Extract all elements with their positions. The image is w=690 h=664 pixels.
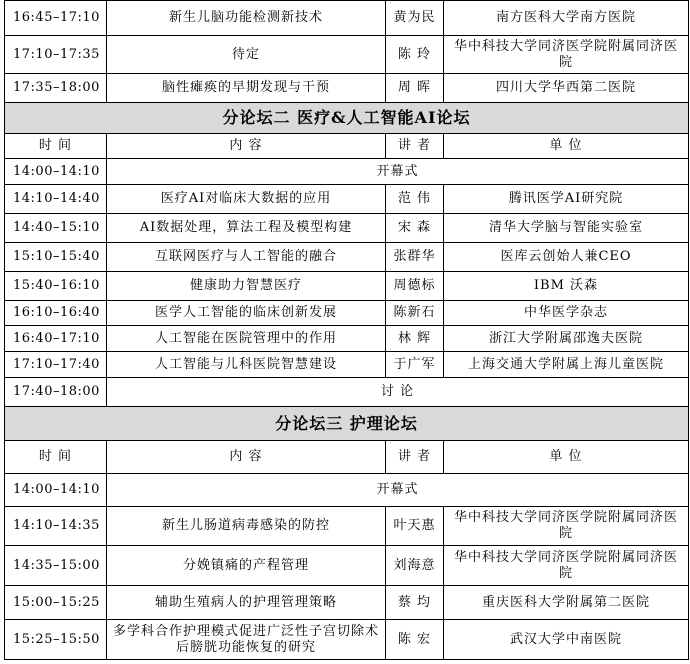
table-row [5,378,689,407]
unit-cell: 华中科技大学同济医学院附属同济医院 [444,36,689,74]
time-cell: 16:10–16:40 [5,301,107,326]
table-row [5,159,689,185]
table-row [5,474,689,507]
table-row [5,301,689,326]
header-speaker: 讲 者 [386,134,444,159]
speaker-cell: 范 伟 [386,185,444,214]
column-header-row [5,134,689,159]
table-row [5,1,689,36]
speaker-cell: 张群华 [386,243,444,272]
speaker-cell: 陈 玲 [386,36,444,74]
table-row [5,507,689,546]
content-cell: 脑性瘫痪的早期发现与干预 [107,74,386,103]
speaker-cell: 陈 宏 [386,620,444,660]
time-cell: 14:10–14:35 [5,507,107,546]
time-cell: 17:40–18:00 [5,378,107,407]
table-row [5,74,689,103]
time-cell: 14:40–15:10 [5,214,107,243]
unit-cell: 上海交通大学附属上海儿童医院 [444,352,689,378]
speaker-cell: 蔡 均 [386,586,444,620]
content-cell: 健康助力智慧医疗 [107,272,386,301]
content-cell: 新生儿肠道病毒感染的防控 [107,507,386,546]
speaker-cell: 宋 森 [386,214,444,243]
table-row [5,546,689,586]
time-cell: 15:25–15:50 [5,620,107,660]
table-row [5,620,689,660]
unit-cell: 医库云创始人兼CEO [444,243,689,272]
time-cell: 14:35–15:00 [5,546,107,586]
table-row [5,36,689,74]
forum3-title: 分论坛三 护理论坛 [5,407,689,441]
speaker-cell: 林 辉 [386,326,444,352]
unit-cell: 华中科技大学同济医学院附属同济医院 [444,507,689,546]
unit-cell: 浙江大学附属邵逸夫医院 [444,326,689,352]
header-time: 时 间 [5,441,107,474]
opening-label: 开幕式 [107,474,689,507]
time-cell: 17:10–17:35 [5,36,107,74]
unit-cell: 四川大学华西第二医院 [444,74,689,103]
unit-cell: 南方医科大学南方医院 [444,1,689,36]
time-cell: 17:10–17:40 [5,352,107,378]
table-row [5,586,689,620]
header-unit: 单 位 [444,134,689,159]
table-row [5,272,689,301]
content-cell: 互联网医疗与人工智能的融合 [107,243,386,272]
content-cell: 新生儿脑功能检测新技术 [107,1,386,36]
time-cell: 15:40–16:10 [5,272,107,301]
table-row [5,185,689,214]
content-cell: 分娩镇痛的产程管理 [107,546,386,586]
unit-cell: 腾讯医学AI研究院 [444,185,689,214]
unit-cell: 中华医学杂志 [444,301,689,326]
speaker-cell: 周 晖 [386,74,444,103]
time-cell: 16:40–17:10 [5,326,107,352]
section-header-row [5,103,689,134]
speaker-cell: 于广军 [386,352,444,378]
table-row [5,326,689,352]
content-cell: 人工智能在医院管理中的作用 [107,326,386,352]
unit-cell: IBM 沃森 [444,272,689,301]
speaker-cell: 刘海意 [386,546,444,586]
table-row [5,352,689,378]
header-unit: 单 位 [444,441,689,474]
header-content: 内 容 [107,134,386,159]
time-cell: 14:00–14:10 [5,474,107,507]
time-cell: 15:10–15:40 [5,243,107,272]
opening-label: 开幕式 [107,159,689,185]
table-row [5,214,689,243]
closing-label: 讨 论 [107,378,689,407]
forum2-title: 分论坛二 医疗&人工智能AI论坛 [5,103,689,134]
speaker-cell: 黄为民 [386,1,444,36]
speaker-cell: 叶天惠 [386,507,444,546]
time-cell: 16:45–17:10 [5,1,107,36]
section-header-row [5,407,689,441]
column-header-row [5,441,689,474]
content-cell: AI数据处理，算法工程及模型构建 [107,214,386,243]
time-cell: 17:35–18:00 [5,74,107,103]
content-cell: 待定 [107,36,386,74]
header-time: 时 间 [5,134,107,159]
content-cell: 辅助生殖病人的护理管理策略 [107,586,386,620]
schedule-table [4,0,689,660]
content-cell: 医学人工智能的临床创新发展 [107,301,386,326]
unit-cell: 华中科技大学同济医学院附属同济医院 [444,546,689,586]
time-cell: 14:10–14:40 [5,185,107,214]
content-cell: 多学科合作护理模式促进广泛性子宫切除术后膀胱功能恢复的研究 [107,620,386,660]
content-cell: 医疗AI对临床大数据的应用 [107,185,386,214]
time-cell: 14:00–14:10 [5,159,107,185]
header-content: 内 容 [107,441,386,474]
speaker-cell: 陈新石 [386,301,444,326]
header-speaker: 讲 者 [386,441,444,474]
unit-cell: 武汉大学中南医院 [444,620,689,660]
content-cell: 人工智能与儿科医院智慧建设 [107,352,386,378]
unit-cell: 重庆医科大学附属第二医院 [444,586,689,620]
table-row [5,243,689,272]
unit-cell: 清华大学脑与智能实验室 [444,214,689,243]
speaker-cell: 周德标 [386,272,444,301]
time-cell: 15:00–15:25 [5,586,107,620]
